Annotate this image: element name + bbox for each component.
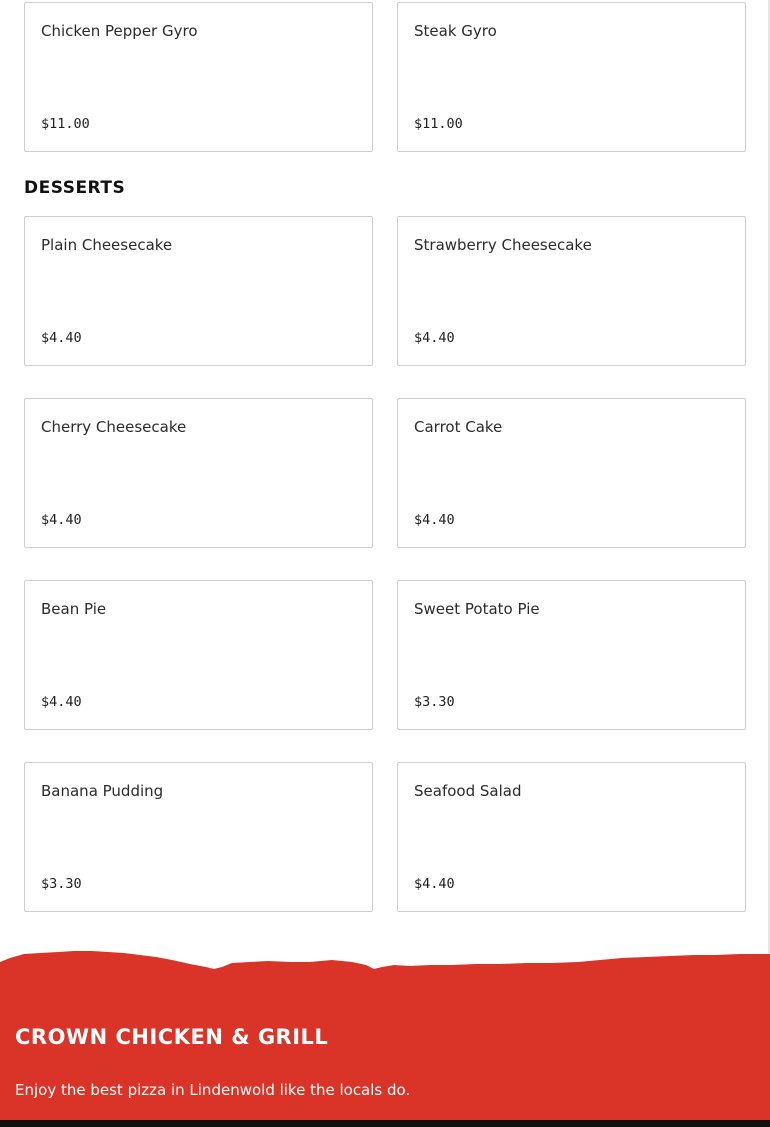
menu-item-card[interactable]	[397, 216, 746, 366]
footer-restaurant-name: CROWN CHICKEN & GRILL	[15, 1025, 329, 1049]
menu-item-price: $4.40	[414, 512, 455, 528]
menu-item-name: Bean Pie	[41, 600, 107, 618]
menu-item-name: Banana Pudding	[41, 782, 164, 800]
menu-item-price: $4.40	[41, 512, 82, 528]
menu-item-price: $4.40	[41, 694, 82, 710]
menu-item-price: $3.30	[414, 694, 455, 710]
site-footer	[0, 940, 770, 1127]
menu-item-name: Strawberry Cheesecake	[414, 236, 592, 254]
gyro-items-grid	[24, 2, 746, 152]
menu-item-price: $4.40	[414, 876, 455, 892]
menu-item-card[interactable]	[24, 580, 373, 730]
section-title-desserts: DESSERTS	[24, 178, 126, 198]
menu-item-name: Chicken Pepper Gyro	[41, 22, 198, 40]
menu-item-card[interactable]	[24, 2, 373, 152]
desserts-grid	[24, 216, 746, 912]
footer-bottom-bar	[0, 1120, 770, 1127]
menu-item-card[interactable]	[24, 762, 373, 912]
menu-item-name: Cherry Cheesecake	[41, 418, 187, 436]
menu-item-name: Plain Cheesecake	[41, 236, 173, 254]
menu-item-price: $4.40	[414, 330, 455, 346]
menu-item-card[interactable]	[24, 398, 373, 548]
menu-item-price: $11.00	[41, 116, 90, 132]
menu-list	[24, 0, 746, 912]
menu-item-card[interactable]	[397, 2, 746, 152]
menu-item-card[interactable]	[397, 762, 746, 912]
menu-item-price: $4.40	[41, 330, 82, 346]
menu-item-card[interactable]	[397, 580, 746, 730]
menu-item-name: Carrot Cake	[414, 418, 503, 436]
menu-item-name: Seafood Salad	[414, 782, 522, 800]
menu-item-name: Steak Gyro	[414, 22, 497, 40]
menu-item-price: $11.00	[414, 116, 463, 132]
menu-item-card[interactable]	[24, 216, 373, 366]
menu-item-price: $3.30	[41, 876, 82, 892]
menu-item-name: Sweet Potato Pie	[414, 600, 540, 618]
menu-item-card[interactable]	[397, 398, 746, 548]
footer-tagline: Enjoy the best pizza in Lindenwold like the locals do.	[15, 1081, 411, 1099]
